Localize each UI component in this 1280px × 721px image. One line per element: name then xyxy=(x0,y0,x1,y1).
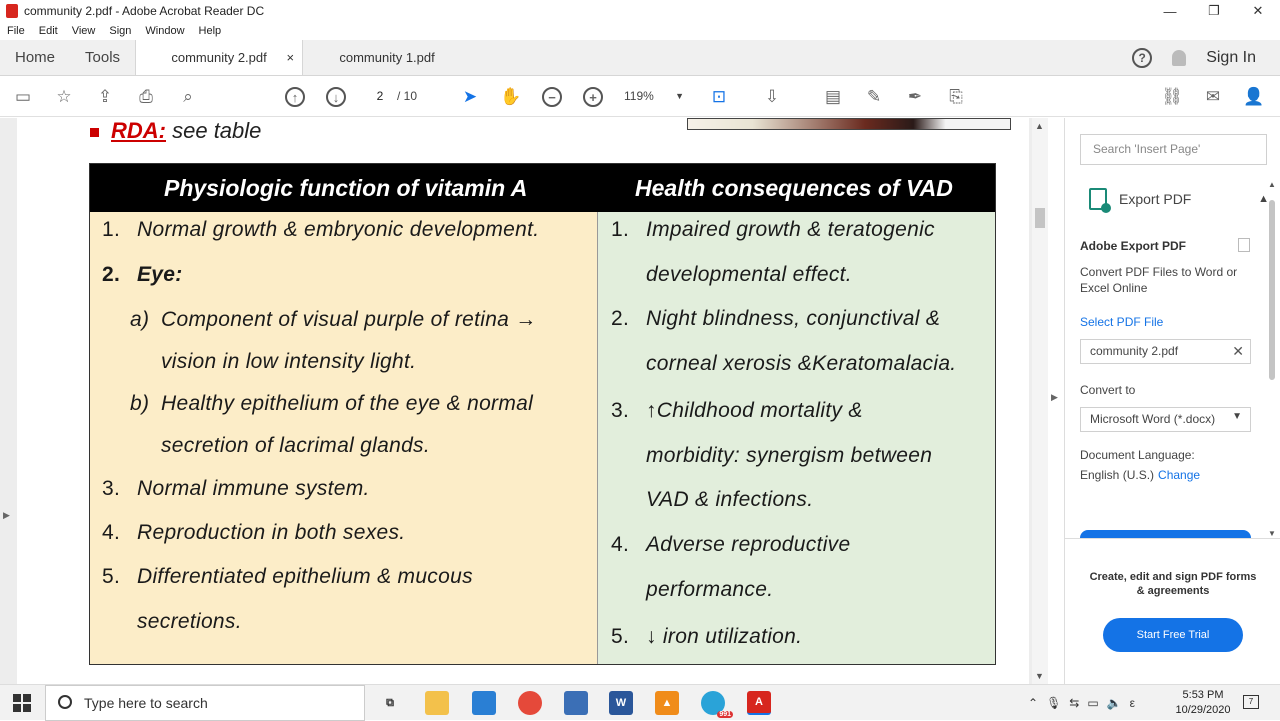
document-language-row xyxy=(1080,468,1200,482)
header-health-consequences: Health consequences of VAD xyxy=(635,175,953,201)
tab-document-active[interactable] xyxy=(135,40,303,75)
language-indicator[interactable]: ε xyxy=(1129,696,1136,710)
vitamin-a-table xyxy=(89,163,996,665)
next-page-icon[interactable]: ↓ xyxy=(326,87,346,107)
taskbar-search-input[interactable] xyxy=(45,685,365,721)
item-text: developmental effect. xyxy=(646,263,852,286)
selected-file-field[interactable] xyxy=(1080,339,1251,364)
add-user-icon[interactable]: 👤 xyxy=(1243,87,1265,106)
item-number: 5. xyxy=(102,565,121,588)
item-number: 3. xyxy=(611,399,630,422)
item-text: vision in low intensity light. xyxy=(161,350,417,373)
item-text: Component of visual purple of retina → xyxy=(161,308,537,331)
header-physiologic-function: Physiologic function of vitamin A xyxy=(164,175,528,201)
file-explorer-icon[interactable] xyxy=(425,691,449,715)
zoom-value: 119% xyxy=(624,89,654,103)
acrobat-app-icon xyxy=(6,4,18,18)
tab-bar-right xyxy=(1132,40,1280,75)
change-language-link[interactable]: Change xyxy=(1158,468,1201,482)
selected-file-name: community 2.pdf xyxy=(1090,344,1179,358)
adobe-export-description: Convert PDF Files to Word or Excel Online xyxy=(1080,265,1238,295)
save-icon[interactable]: ▭ xyxy=(14,87,32,106)
item-number: a) xyxy=(130,308,150,331)
close-tab-icon[interactable]: × xyxy=(286,50,295,65)
expand-left-panel-icon[interactable]: ▶ xyxy=(3,510,10,520)
item-text: morbidity: synergism between xyxy=(646,444,933,467)
fit-page-icon[interactable]: ⊡ xyxy=(711,87,727,106)
document-viewer[interactable] xyxy=(0,118,1048,684)
search-icon xyxy=(58,695,72,709)
tab-tools[interactable]: Tools xyxy=(85,49,121,66)
tools-search-input[interactable]: Search 'Insert Page' xyxy=(1080,134,1267,165)
convert-to-label: Convert to xyxy=(1080,383,1136,397)
panel-divider xyxy=(1065,538,1280,539)
volume-icon[interactable]: 🔈 xyxy=(1106,696,1122,710)
item-text: secretion of lacrimal glands. xyxy=(161,434,430,457)
item-number: 4. xyxy=(611,533,630,556)
copy-icon[interactable] xyxy=(1238,238,1250,252)
tools-right-panel xyxy=(1064,118,1280,684)
scroll-down-icon[interactable]: ▼ xyxy=(1268,529,1276,538)
chat-icon[interactable]: ▭ xyxy=(1087,696,1099,710)
close-window-button[interactable]: ✕ xyxy=(1252,3,1264,18)
item-text: Eye: xyxy=(137,263,183,286)
rda-label: RDA: xyxy=(111,118,166,143)
search-icon[interactable]: ⌕ xyxy=(183,87,193,106)
highlight-pen-icon[interactable]: ✎ xyxy=(866,87,882,106)
tab-bar xyxy=(0,40,1280,76)
item-number: 2. xyxy=(102,263,121,286)
item-text: Differentiated epithelium & mucous xyxy=(137,565,473,588)
item-text: Impaired growth & teratogenic xyxy=(646,218,935,241)
word-icon[interactable]: W xyxy=(609,691,633,715)
sign-icon[interactable]: ✒ xyxy=(907,87,923,106)
pdf-page xyxy=(17,118,1029,684)
maximize-button[interactable]: ❐ xyxy=(1208,3,1220,18)
scrollbar-thumb[interactable] xyxy=(1035,208,1045,228)
task-view-icon[interactable]: ⧉ xyxy=(386,696,394,709)
bullet-icon xyxy=(90,128,99,137)
menu-help[interactable]: Help xyxy=(198,25,222,37)
collapse-right-panel-icon[interactable]: ▶ xyxy=(1051,392,1058,402)
scroll-up-icon[interactable]: ▲ xyxy=(1035,121,1044,131)
select-pdf-file-link[interactable]: Select PDF File xyxy=(1080,315,1164,329)
telegram-badge: 991 xyxy=(719,711,731,718)
panel-scrollbar[interactable] xyxy=(1266,180,1278,538)
help-icon[interactable]: ? xyxy=(1132,48,1152,68)
minimize-button[interactable]: — xyxy=(1163,3,1177,19)
convert-button[interactable] xyxy=(1080,530,1251,538)
table-header-row xyxy=(90,164,995,212)
windows-start-icon[interactable] xyxy=(13,694,31,712)
vlc-icon[interactable]: ▲ xyxy=(655,691,679,715)
window-controls xyxy=(1148,0,1280,22)
food-image-strip xyxy=(687,118,1011,130)
export-pdf-icon xyxy=(1089,188,1107,210)
scrollbar-thumb[interactable] xyxy=(1269,200,1275,380)
notification-center-icon[interactable]: 7 xyxy=(1243,695,1259,709)
item-number: 1. xyxy=(102,218,121,241)
chevron-down-icon: ▼ xyxy=(675,91,684,101)
scroll-down-icon[interactable]: ▼ xyxy=(1035,671,1044,681)
item-text: secretions. xyxy=(137,610,242,633)
tab-home[interactable]: Home xyxy=(15,49,56,66)
system-tray xyxy=(1028,685,1135,721)
clock-time: 5:53 PM xyxy=(1182,689,1224,701)
document-language-value: English (U.S.) xyxy=(1080,468,1155,482)
print-icon[interactable]: ⎙ xyxy=(139,87,153,106)
notification-bell-icon[interactable] xyxy=(1172,50,1186,66)
rda-line xyxy=(90,118,261,144)
menu-edit[interactable]: Edit xyxy=(38,25,58,37)
item-text: Night blindness, conjunctival & xyxy=(646,307,941,330)
item-text: Adverse reproductive xyxy=(646,533,851,556)
item-number: 5. xyxy=(611,625,630,648)
share-link-icon[interactable]: ⛓ xyxy=(1161,87,1183,106)
chevron-down-icon: ▼ xyxy=(1232,411,1242,422)
item-text: Normal growth & embryonic development. xyxy=(137,218,540,241)
start-free-trial-button[interactable]: Start Free Trial xyxy=(1103,618,1243,652)
page-total: / 10 xyxy=(397,89,418,103)
taskbar-clock[interactable] xyxy=(1172,688,1234,718)
select-cursor-icon[interactable]: ➤ xyxy=(462,87,478,106)
item-text: VAD & infections. xyxy=(646,488,814,511)
promo-text: Create, edit and sign PDF forms & agreements xyxy=(1089,571,1257,597)
hand-tool-icon[interactable]: ✋ xyxy=(500,87,522,106)
network-icon[interactable]: ⇆ xyxy=(1069,696,1080,710)
item-text: Healthy epithelium of the eye & normal xyxy=(161,392,534,415)
menu-view[interactable]: View xyxy=(71,25,96,37)
app-icon[interactable] xyxy=(472,691,496,715)
item-number: 4. xyxy=(102,521,121,544)
tab-document-label: community 1.pdf xyxy=(339,50,435,65)
item-number: 2. xyxy=(611,307,630,330)
rda-text: see table xyxy=(166,118,262,143)
document-language-label: Document Language: xyxy=(1080,448,1195,462)
document-scrollbar[interactable] xyxy=(1032,118,1048,684)
title-bar xyxy=(0,0,1280,22)
bookmark-star-icon[interactable]: ☆ xyxy=(56,87,72,106)
window-title: community 2.pdf - Adobe Acrobat Reader DC xyxy=(24,4,265,18)
prev-page-icon[interactable]: ↑ xyxy=(285,87,305,107)
tab-document[interactable] xyxy=(303,40,471,75)
menu-sign[interactable]: Sign xyxy=(109,25,132,37)
scroll-mode-icon[interactable]: ⇩ xyxy=(764,87,780,106)
physiologic-function-column xyxy=(90,212,597,664)
zoom-in-icon[interactable]: + xyxy=(583,87,603,107)
chrome-icon[interactable] xyxy=(518,691,542,715)
zoom-select[interactable] xyxy=(624,86,688,106)
item-text: ↓ iron utilization. xyxy=(646,625,803,648)
export-pdf-header[interactable] xyxy=(1089,188,1269,210)
item-number: 1. xyxy=(611,218,630,241)
convert-format-value: Microsoft Word (*.docx) xyxy=(1090,412,1216,426)
taskbar-search-placeholder: Type here to search xyxy=(84,695,208,711)
adobe-export-title: Adobe Export PDF xyxy=(1080,239,1187,253)
sign-in-button[interactable]: Sign In xyxy=(1206,48,1256,66)
item-text: corneal xerosis &Keratomalacia. xyxy=(646,352,957,375)
show-hidden-icons-icon[interactable]: ⌃ xyxy=(1028,696,1039,710)
upload-icon[interactable]: ⇪ xyxy=(97,87,113,106)
clock-date: 10/29/2020 xyxy=(1175,704,1231,716)
item-text: ↑Childhood mortality & xyxy=(646,399,863,422)
menu-window[interactable]: Window xyxy=(145,25,185,37)
fill-sign-icon[interactable]: ⎘ xyxy=(949,87,963,106)
scroll-up-icon[interactable]: ▲ xyxy=(1268,180,1276,189)
email-icon[interactable]: ✉ xyxy=(1205,87,1221,106)
item-text: performance. xyxy=(646,578,774,601)
item-number: b) xyxy=(130,392,150,415)
item-text: Normal immune system. xyxy=(137,477,370,500)
health-consequences-column xyxy=(597,212,995,664)
comment-icon[interactable]: ▤ xyxy=(824,87,842,106)
windows-taskbar xyxy=(0,684,1280,720)
convert-format-select[interactable] xyxy=(1080,407,1251,432)
zoom-out-icon[interactable]: − xyxy=(542,87,562,107)
export-pdf-title: Export PDF xyxy=(1119,191,1192,207)
microphone-icon[interactable]: 🎙 xyxy=(1046,696,1062,710)
telegram-icon[interactable] xyxy=(701,691,731,718)
menu-bar xyxy=(0,22,1280,40)
item-text: Reproduction in both sexes. xyxy=(137,521,406,544)
page-number-input[interactable]: 2 xyxy=(376,89,384,103)
menu-file[interactable]: File xyxy=(7,25,25,37)
chevron-up-icon[interactable]: ▲ xyxy=(1258,193,1269,205)
app-icon[interactable] xyxy=(564,691,588,715)
tab-document-label: community 2.pdf xyxy=(171,50,267,65)
item-number: 3. xyxy=(102,477,121,500)
acrobat-taskbar-icon[interactable]: A xyxy=(747,691,771,715)
remove-file-icon[interactable]: ✕ xyxy=(1232,343,1244,359)
